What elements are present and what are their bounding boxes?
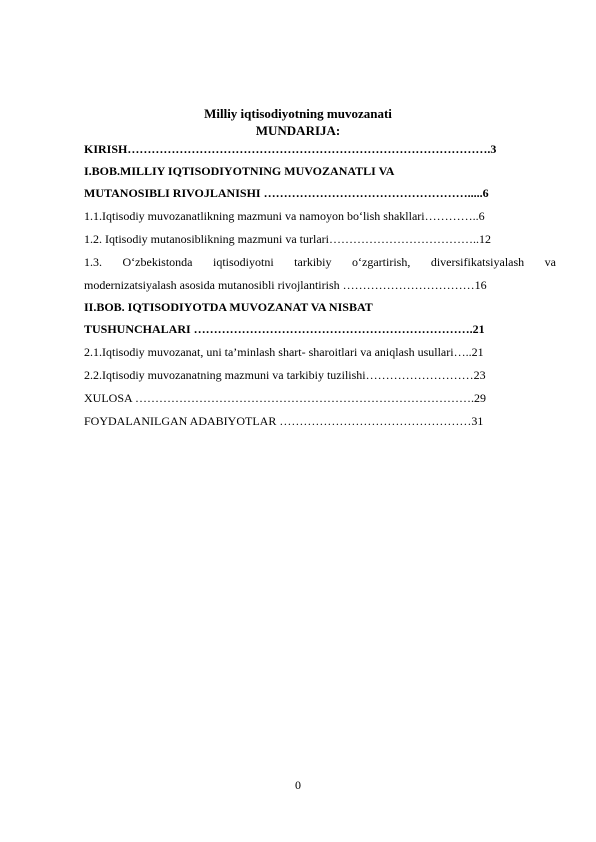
toc-entry-1-1: 1.1.Iqtisodiy muvozanatlikning mazmuni va namoyon bo‘lish shakllari…………..6	[84, 209, 485, 223]
page-number: 0	[295, 778, 301, 792]
toc-entry-2-2: 2.2.Iqtisodiy muvozanatning mazmuni va tarkibiy tuzilishi………………………23	[84, 368, 486, 382]
toc-entry-kirish: KIRISH……………………………………………………………………………….3	[84, 142, 497, 156]
toc-entry-1-3-line1: 1.3. O‘zbekistonda iqtisodiyotni tarkibiy o‘zgartirish, diversifikatsiyalash va	[84, 255, 556, 269]
toc-entry-2-1: 2.1.Iqtisodiy muvozanat, uni ta’minlash shart- sharoitlari va aniqlash usullari…..21	[84, 345, 484, 359]
toc-entry-references: FOYDALANILGAN ADABIYOTLAR …………………………………………31	[84, 414, 484, 428]
document-title: Milliy iqtisodiyotning muvozanati	[204, 106, 392, 121]
toc-entry-chapter2-line2: TUSHUNCHALARI …………………………………………………………….21	[84, 322, 485, 336]
toc-entry-chapter2-line1: II.BOB. IQTISODIYOTDA MUVOZANAT VA NISBAT	[84, 300, 373, 314]
toc-entry-chapter1-line2: MUTANOSIBLI RIVOJLANISHI …………………………………………….....6	[84, 186, 489, 200]
toc-entry-1-3-line2: modernizatsiyalash asosida mutanosibli rivojlantirish ……………………………16	[84, 278, 487, 292]
toc-entry-xulosa: XULOSA ………………………………………………………………………….29	[84, 391, 487, 405]
toc-entry-1-2: 1.2. Iqtisodiy mutanosiblikning mazmuni va turlari………………………………..12	[84, 232, 491, 246]
toc-heading: MUNDARIJA:	[255, 123, 341, 138]
toc-entry-chapter1-line1: I.BOB.MILLIY IQTISODIYOTNING MUVOZANATLI VA	[84, 164, 395, 178]
